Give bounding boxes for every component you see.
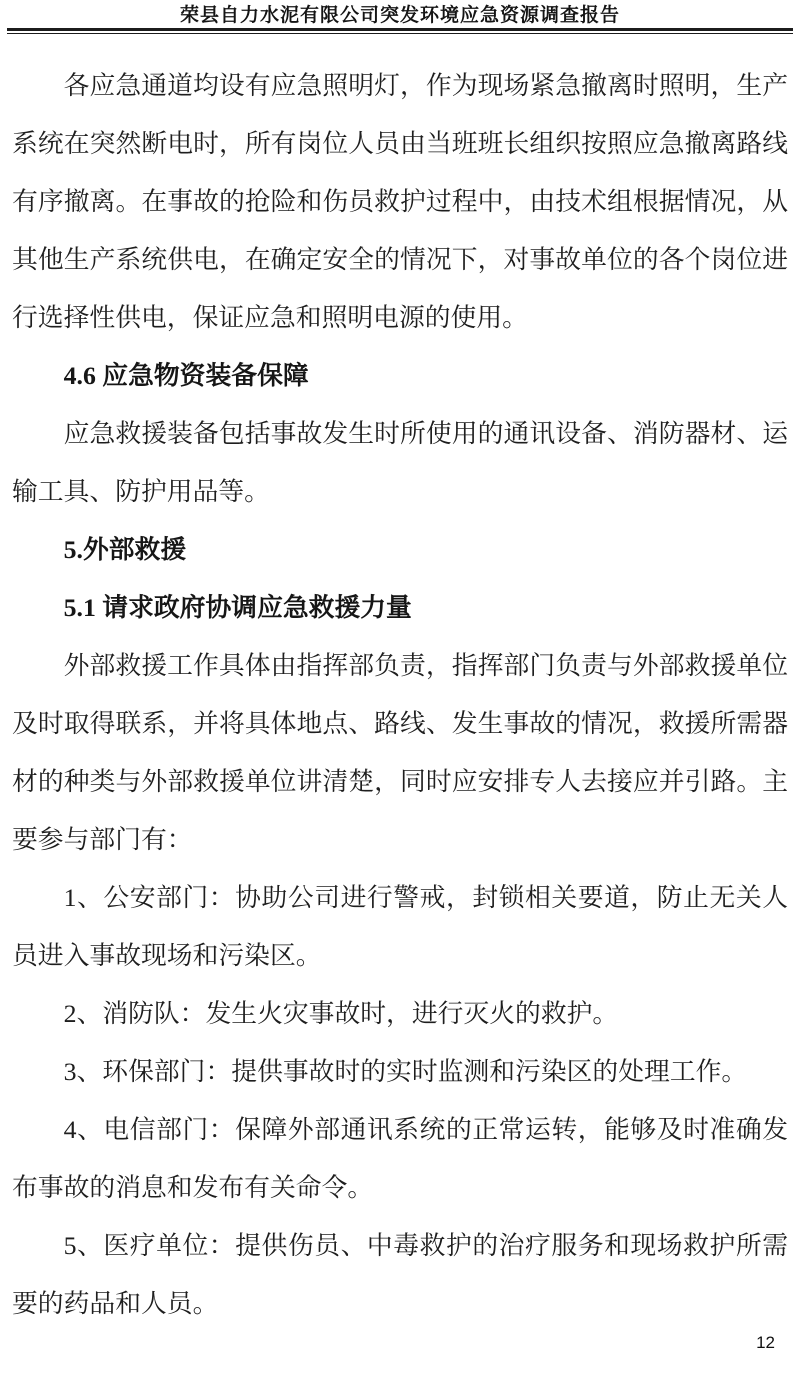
list-item-telecom-department: 4、电信部门：保障外部通讯系统的正常运转，能够及时准确发布事故的消息和发布有关命令。: [12, 1115, 788, 1202]
header-title: 荣县自力水泥有限公司突发环境应急资源调查报告: [179, 5, 620, 26]
list-item-environmental-department: 3、环保部门：提供事故时的实时监测和污染区的处理工作。: [63, 1057, 748, 1086]
list-item-fire-brigade: 2、消防队：发生火灾事故时，进行灭火的救护。: [63, 999, 619, 1028]
list-item-police-department: 1、公安部门：协助公司进行警戒，封锁相关要道，防止无关人员进入事故现场和污染区。: [12, 883, 788, 970]
paragraph-rescue-equipment: 应急救援装备包括事故发生时所使用的通讯设备、消防器材、运输工具、防护用品等。: [12, 419, 788, 506]
page-number: 12: [756, 1333, 775, 1352]
paragraph-external-rescue-work: 外部救援工作具体由指挥部负责，指挥部门负责与外部救援单位及时取得联系，并将具体地点、路线、发生事故的情况，救援所需器材的种类与外部救援单位讲清楚，同时应安排专人去接应并引路。主要参与部门有：: [12, 651, 788, 854]
document-body: [0, 34, 800, 1333]
list-item-medical-unit: 5、医疗单位：提供伤员、中毒救护的治疗服务和现场救护所需要的药品和人员。: [12, 1231, 788, 1318]
heading-5-1-government-coordination: 5.1 请求政府协调应急救援力量: [63, 593, 412, 622]
heading-5-external-rescue: 5.外部救援: [63, 535, 187, 564]
paragraph-emergency-lighting: 各应急通道均设有应急照明灯，作为现场紧急撤离时照明，生产系统在突然断电时，所有岗位人员由当班班长组织按照应急撤离路线有序撤离。在事故的抢险和伤员救护过程中，由技术组根据情况，从其他生产系统供电，在确定安全的情况下，对事故单位的各个岗位进行选择性供电，保证应急和照明电源的使用。: [12, 71, 788, 332]
heading-4-6-supplies-guarantee: 4.6 应急物资装备保障: [63, 361, 309, 390]
page-header: [0, 0, 800, 34]
